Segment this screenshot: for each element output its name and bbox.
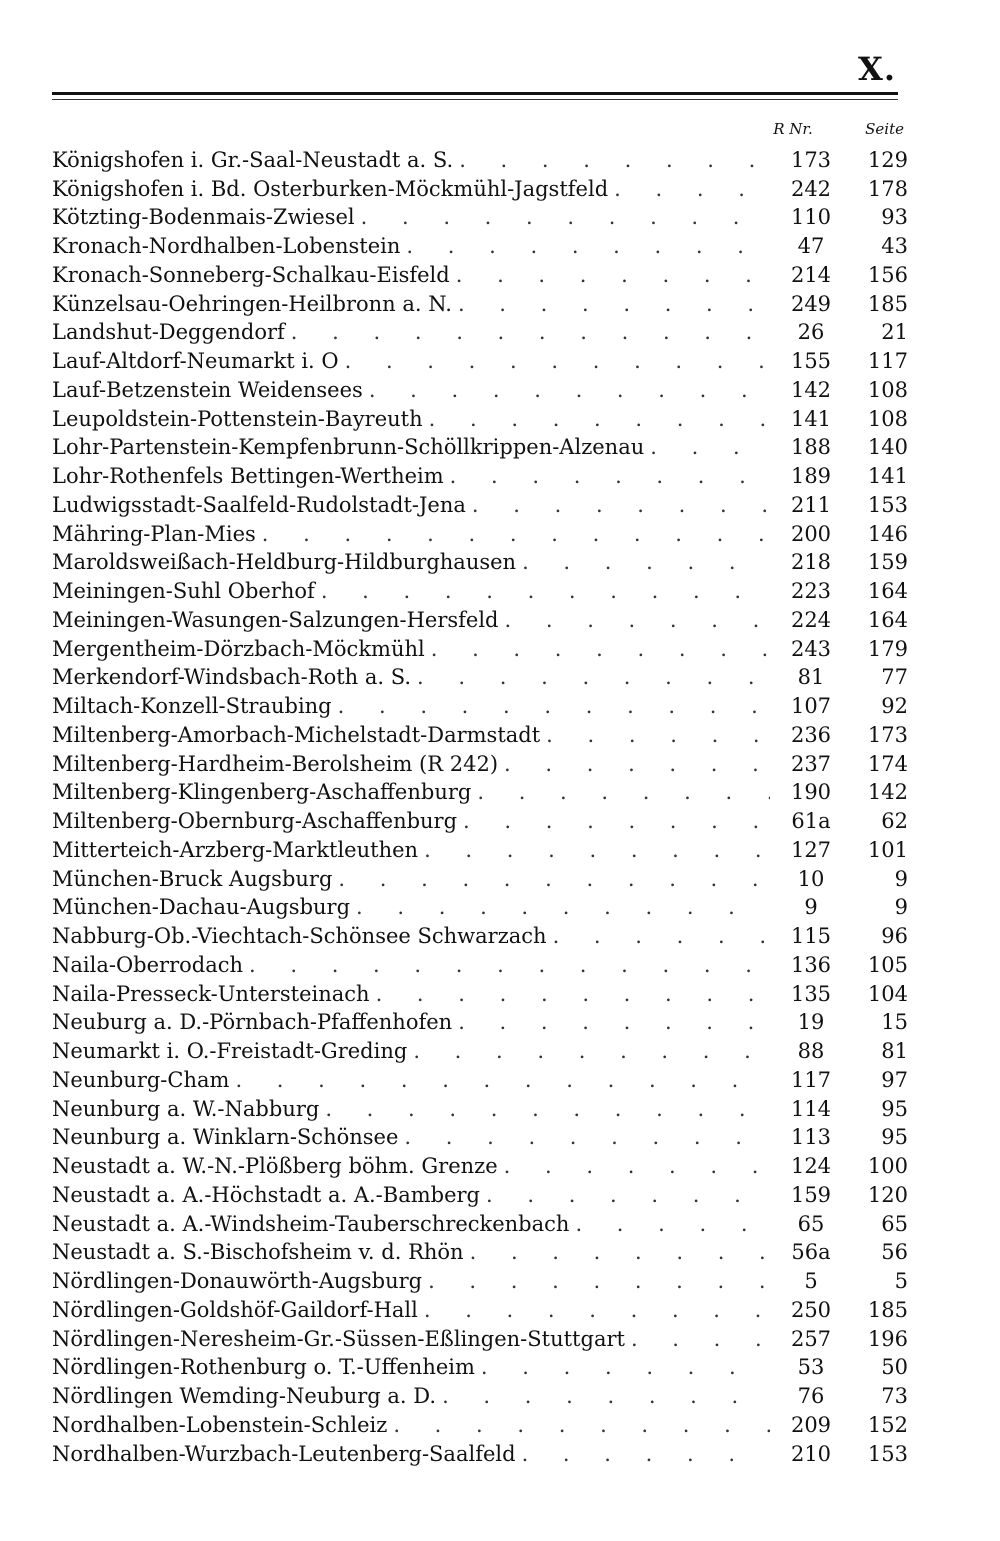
- index-row: [52, 1208, 908, 1237]
- page-ref: 153: [867, 1441, 908, 1466]
- page-ref: 9: [894, 866, 908, 891]
- index-row: [52, 662, 908, 691]
- page-ref: 9: [894, 895, 908, 920]
- route-name: München-Dachau-Augsburg: [52, 895, 351, 920]
- route-number: 10: [797, 866, 825, 891]
- index-row: [52, 518, 908, 547]
- leader-dots: [262, 521, 770, 547]
- route-number: 9: [804, 895, 818, 920]
- route-name: Leupoldstein-Pottenstein-Bayreuth: [52, 406, 423, 431]
- leader-dots: [424, 1297, 770, 1323]
- leader-dots: [235, 1067, 770, 1093]
- route-number: 115: [790, 924, 832, 948]
- route-name: Miltenberg-Klingenberg-Aschaffenburg: [52, 780, 472, 805]
- page-ref: 117: [867, 349, 908, 373]
- index-row: [52, 202, 908, 231]
- column-header-page: Seite: [865, 120, 904, 138]
- route-number: 5: [804, 1269, 818, 1293]
- route-number: 210: [790, 1441, 832, 1466]
- leader-dots: [458, 291, 770, 317]
- index-row: [52, 575, 908, 604]
- index-row: [52, 403, 908, 432]
- route-name: Lauf-Betzenstein Weidensees: [52, 377, 363, 402]
- route-number: 224: [790, 607, 832, 632]
- route-name: Neustadt a. W.-N.-Plößberg böhm. Grenze: [52, 1154, 498, 1178]
- route-number: 223: [790, 579, 832, 603]
- route-number: 249: [790, 291, 832, 316]
- page-ref: 173: [867, 722, 908, 747]
- page-ref: 95: [881, 1125, 908, 1150]
- leader-dots: [369, 377, 770, 403]
- route-name: Neumarkt i. O.-Freistadt-Greding: [52, 1039, 408, 1063]
- route-number: 135: [790, 981, 832, 1006]
- page-ref: 92: [881, 694, 908, 718]
- route-name: Naila-Presseck-Untersteinach: [52, 981, 370, 1006]
- route-number: 141: [790, 406, 832, 431]
- leader-dots: [442, 1383, 770, 1409]
- leader-dots: [345, 348, 770, 374]
- page-ref: 65: [881, 1211, 908, 1236]
- route-number: 237: [790, 751, 832, 776]
- leader-dots: [338, 693, 770, 719]
- route-name: Nördlingen-Donauwörth-Augsburg: [52, 1269, 423, 1293]
- index-row: [52, 1035, 908, 1064]
- index-row: [52, 949, 908, 978]
- route-number: 214: [790, 262, 832, 287]
- route-name: Königshofen i. Gr.-Saal-Neustadt a. S.: [52, 147, 454, 172]
- page-number: X.: [858, 50, 896, 88]
- page-ref: 146: [867, 521, 908, 546]
- leader-dots: [424, 837, 770, 863]
- route-name: Mähring-Plan-Mies: [52, 521, 256, 546]
- page-ref: 56: [881, 1240, 908, 1265]
- index-row: [52, 144, 908, 173]
- index-row: [52, 604, 908, 633]
- leader-dots: [477, 779, 770, 805]
- index-row: [52, 1122, 908, 1151]
- route-name: Miltach-Konzell-Straubing: [52, 694, 332, 718]
- route-name: Neuburg a. D.-Pörnbach-Pfaffenhofen: [52, 1010, 453, 1035]
- route-number: 81: [797, 665, 825, 690]
- route-name: Neunburg a. Winklarn-Schönsee: [52, 1125, 399, 1150]
- index-row: [52, 978, 908, 1007]
- route-number: 142: [790, 377, 832, 402]
- route-number: 159: [790, 1182, 832, 1207]
- route-name: Lohr-Partenstein-Kempfenbrunn-Schöllkrippen-Alzenau: [52, 435, 645, 460]
- route-name: Lauf-Altdorf-Neumarkt i. O: [52, 349, 339, 373]
- leader-dots: [338, 866, 770, 892]
- route-number: 209: [790, 1412, 832, 1437]
- index-row: [52, 173, 908, 202]
- page-ref: 108: [867, 377, 908, 402]
- page-ref: 93: [881, 205, 908, 230]
- page-ref: 15: [881, 1010, 908, 1035]
- index-row: [52, 1265, 908, 1294]
- index-row: [52, 719, 908, 748]
- page-ref: 5: [894, 1269, 908, 1293]
- index-row: [52, 230, 908, 259]
- route-name: Neunburg a. W.-Nabburg: [52, 1096, 320, 1121]
- leader-dots: [472, 492, 770, 518]
- leader-dots: [505, 607, 771, 633]
- page-ref: 77: [881, 665, 908, 690]
- leader-dots: [417, 664, 770, 690]
- route-name: Merkendorf-Windsbach-Roth a. S.: [52, 665, 412, 690]
- route-name: Künzelsau-Oehringen-Heilbronn a. N.: [52, 291, 452, 316]
- leader-dots: [631, 1326, 770, 1352]
- page-ref: 142: [867, 780, 908, 805]
- page-ref: 140: [867, 435, 908, 460]
- index-row: [52, 834, 908, 863]
- route-name: Mitterteich-Arzberg-Marktleuthen: [52, 837, 419, 862]
- page-ref: 164: [867, 579, 908, 603]
- header-rule-thin: [52, 99, 898, 100]
- page-ref: 185: [867, 1297, 908, 1322]
- route-number: 65: [797, 1211, 825, 1236]
- route-name: Meiningen-Suhl Oberhof: [52, 579, 315, 603]
- route-number: 76: [797, 1384, 825, 1408]
- page-ref: 156: [867, 262, 908, 287]
- route-number: 257: [790, 1326, 832, 1351]
- page-ref: 174: [867, 751, 908, 776]
- route-name: Nordhalben-Lobenstein-Schleiz: [52, 1412, 388, 1437]
- route-name: Nabburg-Ob.-Viechtach-Schönsee Schwarzach: [52, 924, 547, 948]
- route-name: München-Bruck Augsburg: [52, 866, 333, 891]
- index-row: [52, 432, 908, 461]
- route-number: 113: [790, 1125, 832, 1150]
- route-number: 188: [790, 435, 832, 460]
- page-ref: 104: [867, 981, 908, 1006]
- page-ref: 164: [867, 607, 908, 632]
- leader-dots: [486, 1182, 770, 1208]
- route-name: Miltenberg-Hardheim-Berolsheim (R 242): [52, 751, 499, 776]
- route-name: Maroldsweißach-Heldburg-Hildburghausen: [52, 550, 517, 575]
- leader-dots: [456, 262, 770, 288]
- index-row: [52, 1179, 908, 1208]
- route-name: Neustadt a. S.-Bischofsheim v. d. Rhön: [52, 1240, 464, 1265]
- leader-dots: [504, 1153, 770, 1179]
- route-name: Nordhalben-Wurzbach-Leutenberg-Saalfeld: [52, 1441, 516, 1466]
- route-name: Nördlingen-Goldshöf-Gaildorf-Hall: [52, 1297, 418, 1322]
- index-row: [52, 1007, 908, 1036]
- route-name: Landshut-Deggendorf: [52, 320, 285, 345]
- index-row: [52, 805, 908, 834]
- leader-dots: [428, 1268, 770, 1294]
- leader-dots: [325, 1096, 770, 1122]
- page-ref: 97: [881, 1067, 908, 1092]
- route-number: 250: [790, 1297, 832, 1322]
- page-ref: 185: [867, 291, 908, 316]
- page-ref: 152: [867, 1412, 908, 1437]
- route-number: 136: [790, 952, 832, 977]
- index-row: [52, 1438, 908, 1467]
- index-row: [52, 489, 908, 518]
- index-row: [52, 1237, 908, 1266]
- route-number: 53: [797, 1355, 825, 1380]
- route-name: Kronach-Sonneberg-Schalkau-Eisfeld: [52, 262, 450, 287]
- leader-dots: [249, 952, 770, 978]
- column-header-route-number: R Nr.: [773, 120, 813, 138]
- route-number: 117: [790, 1067, 832, 1092]
- index-row: [52, 777, 908, 806]
- leader-dots: [650, 434, 770, 460]
- leader-dots: [470, 1239, 770, 1265]
- page-ref: 62: [881, 809, 908, 833]
- route-number: 200: [790, 521, 832, 546]
- leader-dots: [361, 204, 770, 230]
- leader-dots: [356, 894, 770, 920]
- index-row: [52, 748, 908, 777]
- route-name: Kronach-Nordhalben-Lobenstein: [52, 234, 401, 258]
- index-row: [52, 288, 908, 317]
- route-number: 218: [790, 550, 832, 575]
- route-number: 88: [797, 1039, 825, 1063]
- route-number: 56a: [791, 1240, 831, 1265]
- page-ref: 153: [867, 492, 908, 517]
- route-name: Meiningen-Wasungen-Salzungen-Hersfeld: [52, 607, 499, 632]
- page-ref: 178: [867, 176, 908, 201]
- route-number: 114: [790, 1096, 832, 1121]
- page-ref: 120: [867, 1182, 908, 1207]
- leader-dots: [450, 463, 770, 489]
- route-name: Neunburg-Cham: [52, 1067, 230, 1092]
- page-ref: 95: [881, 1096, 908, 1121]
- route-number: 47: [797, 234, 825, 258]
- index-row: [52, 317, 908, 346]
- page-ref: 101: [867, 837, 908, 862]
- leader-dots: [522, 1441, 770, 1467]
- route-name: Naila-Oberrodach: [52, 952, 243, 977]
- index-row: [52, 259, 908, 288]
- route-number: 155: [790, 349, 832, 373]
- route-number: 61a: [791, 809, 831, 833]
- index-row: [52, 1150, 908, 1179]
- leader-dots: [575, 1211, 770, 1237]
- route-name: Kötzting-Bodenmais-Zwiesel: [52, 205, 355, 230]
- leader-dots: [291, 319, 770, 345]
- route-number: 173: [790, 147, 832, 172]
- index-row: [52, 1409, 908, 1438]
- index-row: [52, 1294, 908, 1323]
- leader-dots: [522, 549, 770, 575]
- index-row: [52, 1093, 908, 1122]
- leader-dots: [393, 1412, 770, 1438]
- page-ref: 43: [881, 234, 908, 258]
- index-row: [52, 460, 908, 489]
- index-row: [52, 345, 908, 374]
- leader-dots: [614, 176, 770, 202]
- route-number: 211: [790, 492, 832, 517]
- route-name: Miltenberg-Obernburg-Aschaffenburg: [52, 809, 458, 833]
- route-name: Neustadt a. A.-Höchstadt a. A.-Bamberg: [52, 1182, 480, 1207]
- index-row: [52, 633, 908, 662]
- index-row: [52, 863, 908, 892]
- page-ref: 108: [867, 406, 908, 431]
- route-number: 107: [790, 694, 832, 718]
- page-ref: 50: [881, 1355, 908, 1380]
- leader-dots: [553, 923, 770, 949]
- leader-dots: [413, 1038, 770, 1064]
- route-name: Nördlingen Wemding-Neuburg a. D.: [52, 1384, 437, 1408]
- index-row: [52, 1064, 908, 1093]
- route-number: 242: [790, 176, 832, 201]
- page-ref: 81: [881, 1039, 908, 1063]
- leader-dots: [321, 578, 770, 604]
- leader-dots: [481, 1354, 770, 1380]
- leader-dots: [376, 981, 770, 1007]
- leader-dots: [404, 1124, 770, 1150]
- page-ref: 100: [867, 1154, 908, 1178]
- page-ref: 96: [881, 924, 908, 948]
- leader-dots: [458, 1009, 770, 1035]
- page-ref: 105: [867, 952, 908, 977]
- index-row: [52, 1380, 908, 1409]
- page-ref: 159: [867, 550, 908, 575]
- route-name: Nördlingen-Rothenburg o. T.-Uffenheim: [52, 1355, 475, 1380]
- index-row: [52, 374, 908, 403]
- route-name: Ludwigsstadt-Saalfeld-Rudolstadt-Jena: [52, 492, 466, 517]
- route-name: Miltenberg-Amorbach-Michelstadt-Darmstadt: [52, 722, 541, 747]
- route-name: Mergentheim-Dörzbach-Möckmühl: [52, 636, 425, 661]
- route-number: 19: [797, 1010, 825, 1035]
- route-number: 236: [790, 722, 832, 747]
- leader-dots: [406, 233, 770, 259]
- leader-dots: [546, 722, 770, 748]
- leader-dots: [459, 147, 770, 173]
- index-row: [52, 892, 908, 921]
- route-number: 26: [797, 320, 825, 345]
- index-row: [52, 920, 908, 949]
- leader-dots: [429, 406, 770, 432]
- route-name: Königshofen i. Bd. Osterburken-Möckmühl-Jagstfeld: [52, 176, 609, 201]
- page-ref: 179: [867, 636, 908, 661]
- route-name: Neustadt a. A.-Windsheim-Tauberschreckenbach: [52, 1211, 570, 1236]
- route-number: 190: [790, 780, 832, 805]
- header-rule-thick: [52, 92, 898, 95]
- page-ref: 196: [867, 1326, 908, 1351]
- route-index-list: [52, 144, 908, 1467]
- route-number: 127: [790, 837, 832, 862]
- index-row: [52, 1352, 908, 1381]
- index-row: [52, 547, 908, 576]
- leader-dots: [504, 751, 770, 777]
- leader-dots: [463, 808, 770, 834]
- page-ref: 141: [867, 464, 908, 488]
- index-row: [52, 1323, 908, 1352]
- route-number: 189: [790, 464, 832, 488]
- route-name: Lohr-Rothenfels Bettingen-Wertheim: [52, 464, 444, 488]
- route-number: 124: [790, 1154, 832, 1178]
- index-row: [52, 690, 908, 719]
- route-number: 243: [790, 636, 832, 661]
- route-name: Nördlingen-Neresheim-Gr.-Süssen-Eßlingen-Stuttgart: [52, 1326, 625, 1351]
- leader-dots: [431, 636, 770, 662]
- page-ref: 21: [881, 320, 908, 345]
- page-ref: 73: [881, 1384, 908, 1408]
- page-ref: 129: [867, 147, 908, 172]
- route-number: 110: [790, 205, 832, 230]
